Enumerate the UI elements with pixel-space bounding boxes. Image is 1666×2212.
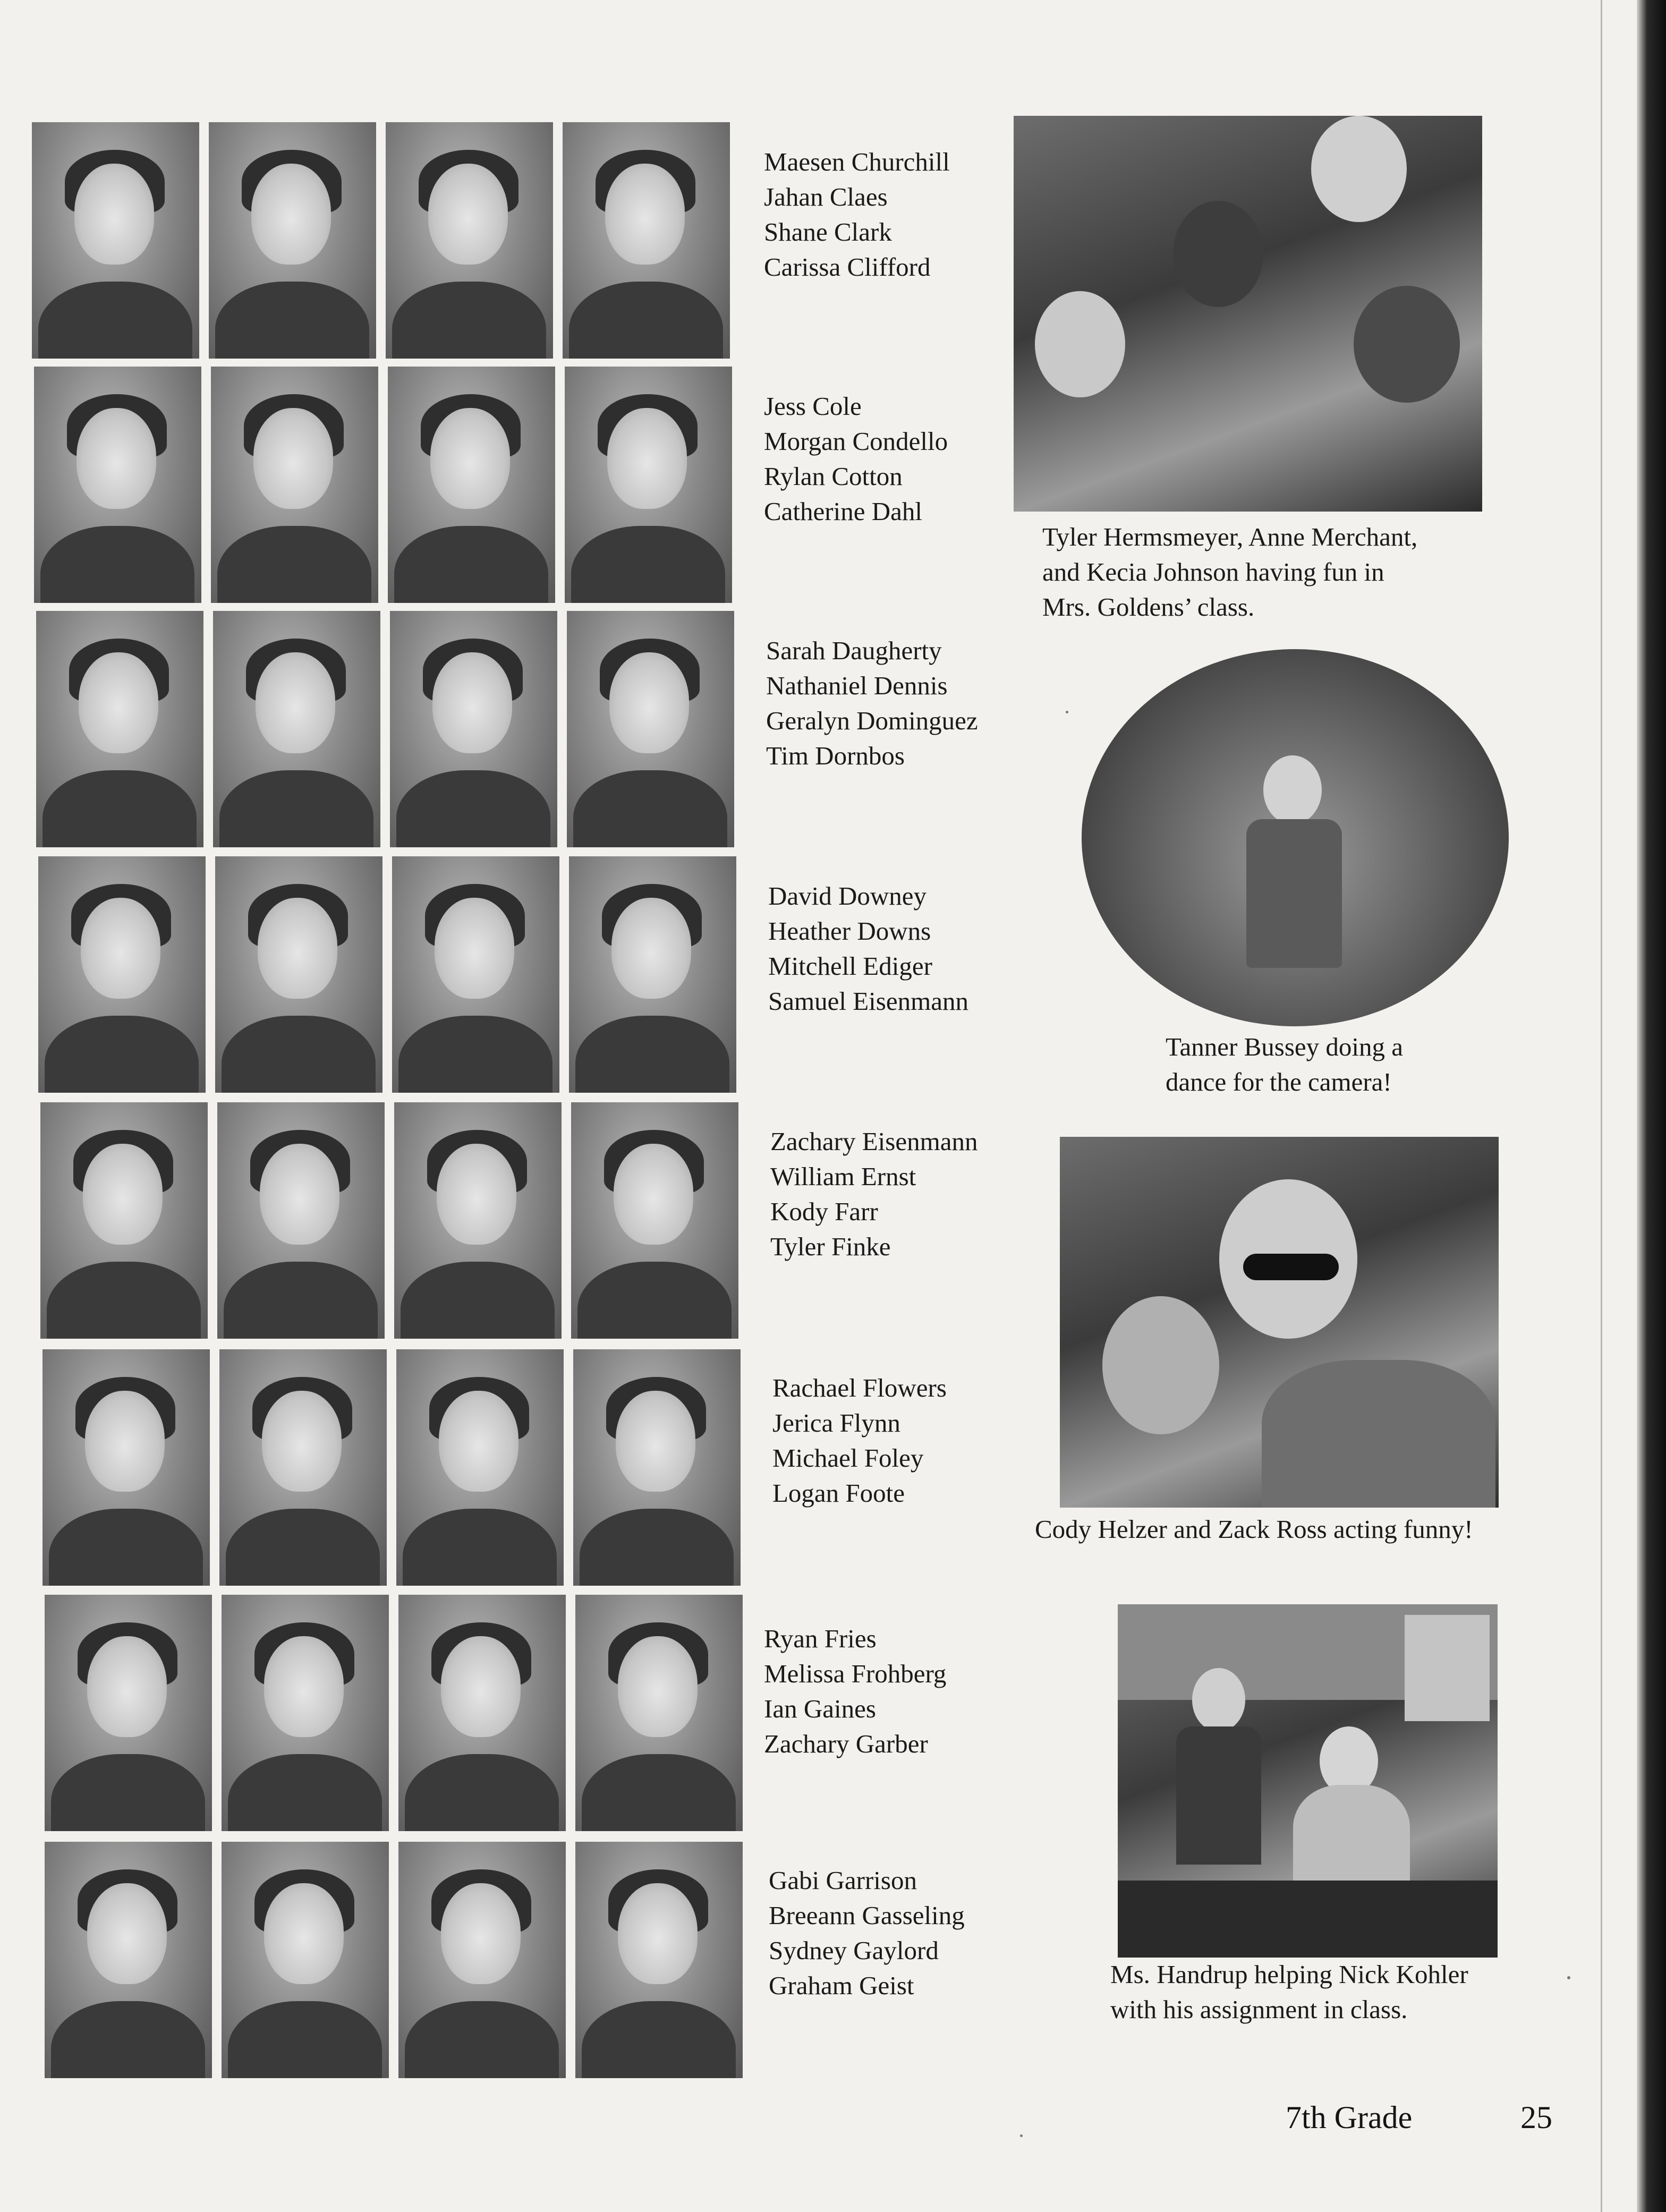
portrait-gabi-garrison [45,1842,212,2078]
candid-photo-classroom-group [1014,116,1482,512]
portrait-maesen-churchill [32,122,199,359]
portrait-melissa-frohberg [222,1595,389,1831]
portrait-row-8 [32,1842,738,2078]
portrait-heather-downs [215,856,382,1093]
caption-line: Ms. Handrup helping Nick Kohler [1110,1960,1468,1989]
student-name: Nathaniel Dennis [766,671,948,700]
portrait-sarah-daugherty [36,611,203,847]
portrait-zachary-garber [575,1595,743,1831]
scan-speck [1066,711,1068,713]
portrait-mitchell-ediger [392,856,559,1093]
student-name: Logan Foote [772,1478,905,1508]
caption-line: and Kecia Johnson having fun in [1042,557,1384,586]
portrait-tyler-finke [571,1102,738,1339]
student-name: Jess Cole [764,392,862,421]
portrait-row-1 [32,122,738,359]
portrait-shane-clark [386,122,553,359]
student-name: Maesen Churchill [764,147,950,176]
portrait-zachary-eisenmann [40,1102,208,1339]
caption-candid-2 [1166,1030,1403,1100]
portrait-ryan-fries [45,1595,212,1831]
portrait-row-4 [32,856,738,1093]
portrait-row-7 [32,1595,738,1831]
page-fold-line [1601,0,1602,2212]
portrait-jess-cole [34,367,201,603]
name-list-row-4 [768,879,1034,1019]
portrait-row-6 [32,1349,738,1586]
name-list-row-7 [764,1621,1030,1762]
portrait-rachael-flowers [42,1349,210,1586]
portrait-geralyn-dominguez [390,611,557,847]
portrait-jerica-flynn [219,1349,387,1586]
portrait-row-3 [32,611,738,847]
section-label: 7th Grade [1286,2100,1413,2135]
caption-candid-3 [1035,1512,1473,1547]
page-binding-edge [1637,0,1666,2212]
student-name: Sydney Gaylord [769,1936,939,1965]
scan-speck [1567,1976,1570,1979]
caption-line: Tyler Hermsmeyer, Anne Merchant, [1042,522,1418,551]
portrait-row-2 [32,367,738,603]
page-number: 25 [1520,2100,1552,2135]
caption-candid-1 [1042,520,1417,625]
portrait-catherine-dahl [565,367,732,603]
candid-photo-helping-assignment [1118,1604,1498,1958]
student-name: Samuel Eisenmann [768,986,968,1016]
student-name: Graham Geist [769,1971,914,2000]
student-name: Rachael Flowers [772,1373,947,1402]
student-name: Zachary Eisenmann [770,1127,978,1156]
portrait-row-5 [32,1102,738,1339]
portrait-breeann-gasseling [222,1842,389,2078]
caption-line: dance for the camera! [1166,1067,1392,1096]
portrait-carissa-clifford [563,122,730,359]
student-name: Michael Foley [772,1443,924,1473]
student-name: Jerica Flynn [772,1408,900,1437]
student-name: William Ernst [770,1162,916,1191]
portrait-graham-geist [575,1842,743,2078]
student-name: Kody Farr [770,1197,878,1226]
caption-candid-4 [1110,1957,1468,2027]
student-name: Mitchell Ediger [768,951,932,981]
student-name: Sarah Daugherty [766,636,942,665]
student-name: Breeann Gasseling [769,1901,965,1930]
portrait-william-ernst [217,1102,385,1339]
portrait-jahan-claes [209,122,376,359]
portrait-samuel-eisenmann [569,856,736,1093]
caption-line: Mrs. Goldens’ class. [1042,592,1255,622]
caption-line: Cody Helzer and Zack Ross acting funny! [1035,1515,1473,1544]
caption-line: Tanner Bussey doing a [1166,1032,1404,1061]
student-name: Zachary Garber [764,1729,928,1758]
name-list-row-5 [770,1124,1036,1264]
portrait-morgan-condello [211,367,378,603]
student-name: Tim Dornbos [766,741,905,770]
student-name: Rylan Cotton [764,462,903,491]
student-name: Carissa Clifford [764,252,931,282]
scan-speck [1020,2134,1023,2137]
student-name: Heather Downs [768,916,931,946]
student-name: David Downey [768,881,927,911]
student-name: Tyler Finke [770,1232,891,1261]
portrait-tim-dornbos [567,611,734,847]
student-name: Jahan Claes [764,182,888,211]
portrait-ian-gaines [398,1595,566,1831]
student-name: Catherine Dahl [764,497,922,526]
student-name: Ryan Fries [764,1624,877,1653]
portrait-rylan-cotton [388,367,555,603]
portrait-sydney-gaylord [398,1842,566,2078]
portrait-david-downey [38,856,206,1093]
candid-photo-acting-funny [1060,1137,1499,1508]
student-name: Morgan Condello [764,427,948,456]
student-name: Geralyn Dominguez [766,706,978,735]
name-list-row-8 [769,1863,1034,2003]
student-name: Ian Gaines [764,1694,876,1723]
portrait-logan-foote [573,1349,741,1586]
student-name: Gabi Garrison [769,1866,917,1895]
name-list-row-1 [764,144,1030,285]
name-list-row-6 [772,1371,1038,1511]
student-name: Melissa Frohberg [764,1659,947,1688]
portrait-michael-foley [396,1349,564,1586]
name-list-row-2 [764,389,1030,529]
student-name: Shane Clark [764,217,892,246]
name-list-row-3 [766,633,1032,773]
caption-line: with his assignment in class. [1110,1995,1408,2024]
candid-photo-dance [1082,649,1509,1026]
portrait-kody-farr [394,1102,562,1339]
portrait-nathaniel-dennis [213,611,380,847]
